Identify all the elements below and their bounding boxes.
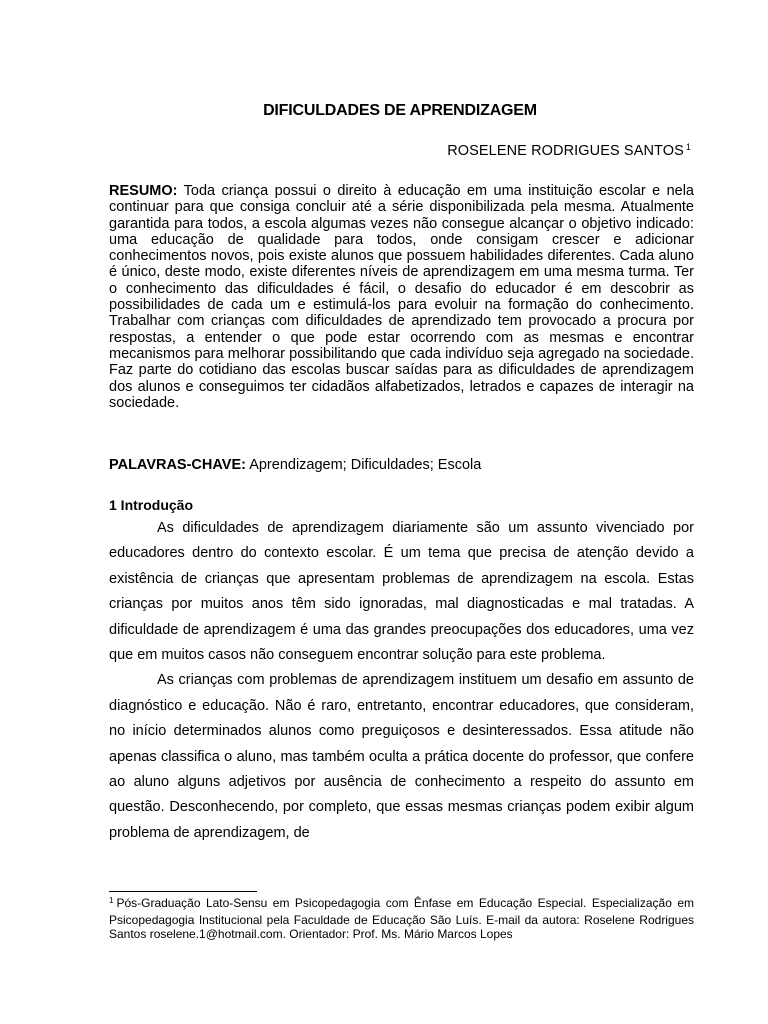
footnote-divider <box>109 891 257 892</box>
abstract-label: RESUMO: <box>109 183 178 199</box>
keywords <box>109 457 694 473</box>
keywords-text: Aprendizagem; Dificuldades; Escola <box>249 457 482 473</box>
author-line <box>447 143 691 159</box>
footnote-text: Pós-Graduação Lato-Sensu em Psicopedagogia com Ênfase em Educação Especial. Especialização em Psicopedagogia Institucional pela Faculdade de Educação São Luís. E-mail da autora: Roselene Rodrigues Santos roselene.1@hotmail.com. Orientador: Prof. Ms. Mário Marcos Lopes <box>109 896 694 941</box>
section-heading: 1 Introdução <box>109 497 194 513</box>
abstract <box>109 183 694 411</box>
footnote-marker: 1 <box>109 896 114 905</box>
paragraph: As crianças com problemas de aprendizagem instituem um desafio em assunto de diagnóstico e educação. Não é raro, entretanto, encontrar educadores, que consideram, no início determinados alunos como preguiçosos e desinteressados. Essa atitude não apenas classifica o aluno, mas também oculta a prática docente do professor, que confere ao aluno alguns adjetivos por ausência de conhecimento a respeito do assunto em questão. Desconhecendo, por completo, que essas mesmas crianças podem exibir algum problema de aprendizagem, de <box>109 672 694 841</box>
keywords-label: PALAVRAS-CHAVE: <box>109 457 246 473</box>
body-text <box>109 516 694 846</box>
paragraph: As dificuldades de aprendizagem diariamente são um assunto vivenciado por educadores dentro do contexto escolar. É um tema que precisa de atenção devido a existência de crianças que apresentam problemas de aprendizagem na escola. Estas crianças por muitos anos têm sido ignoradas, mal diagnosticadas e mal tratadas. A dificuldade de aprendizagem é uma das grandes preocupações dos educadores, uma vez que em muitos casos não conseguem encontrar solução para este problema. <box>109 520 694 664</box>
author-name: ROSELENE RODRIGUES SANTOS <box>447 143 684 159</box>
document-title: DIFICULDADES DE APRENDIZAGEM <box>263 102 537 119</box>
abstract-text: Toda criança possui o direito à educação em uma instituição escolar e nela continuar para que consiga concluir até a série disponibilizada pela mesma. Atualmente garantida para todos, a escola algumas vezes não consegue alcançar o objetivo indicado: uma educação de qualidade para todos, onde consigam crescer e adicionar conhecimentos novos, pois existe alunos que possuem habilidades diferentes. Cada aluno é único, deste modo, existe diferentes níveis de aprendizagem em uma mesma turma. Ter o conhecimento das dificuldades é fácil, o desafio do educador é em descobrir as possibilidades de cada um e estimulá-los para evoluir na formação do conhecimento. Trabalhar com crianças com dificuldades de aprendizado tem provocado a procura por respostas, a entender o que pode estar ocorrendo com as mesmas e encontrar mecanismos para melhorar possibilitando que cada indivíduo seja agregado na sociedade. Faz parte do cotidiano das escolas buscar saídas para as dificuldades de aprendizagem dos alunos e conseguimos ter cidadãos alfabetizados, letrados e capazes de interagir na sociedade. <box>109 183 694 411</box>
footnote <box>109 896 694 942</box>
author-footnote-marker: 1 <box>685 142 691 152</box>
